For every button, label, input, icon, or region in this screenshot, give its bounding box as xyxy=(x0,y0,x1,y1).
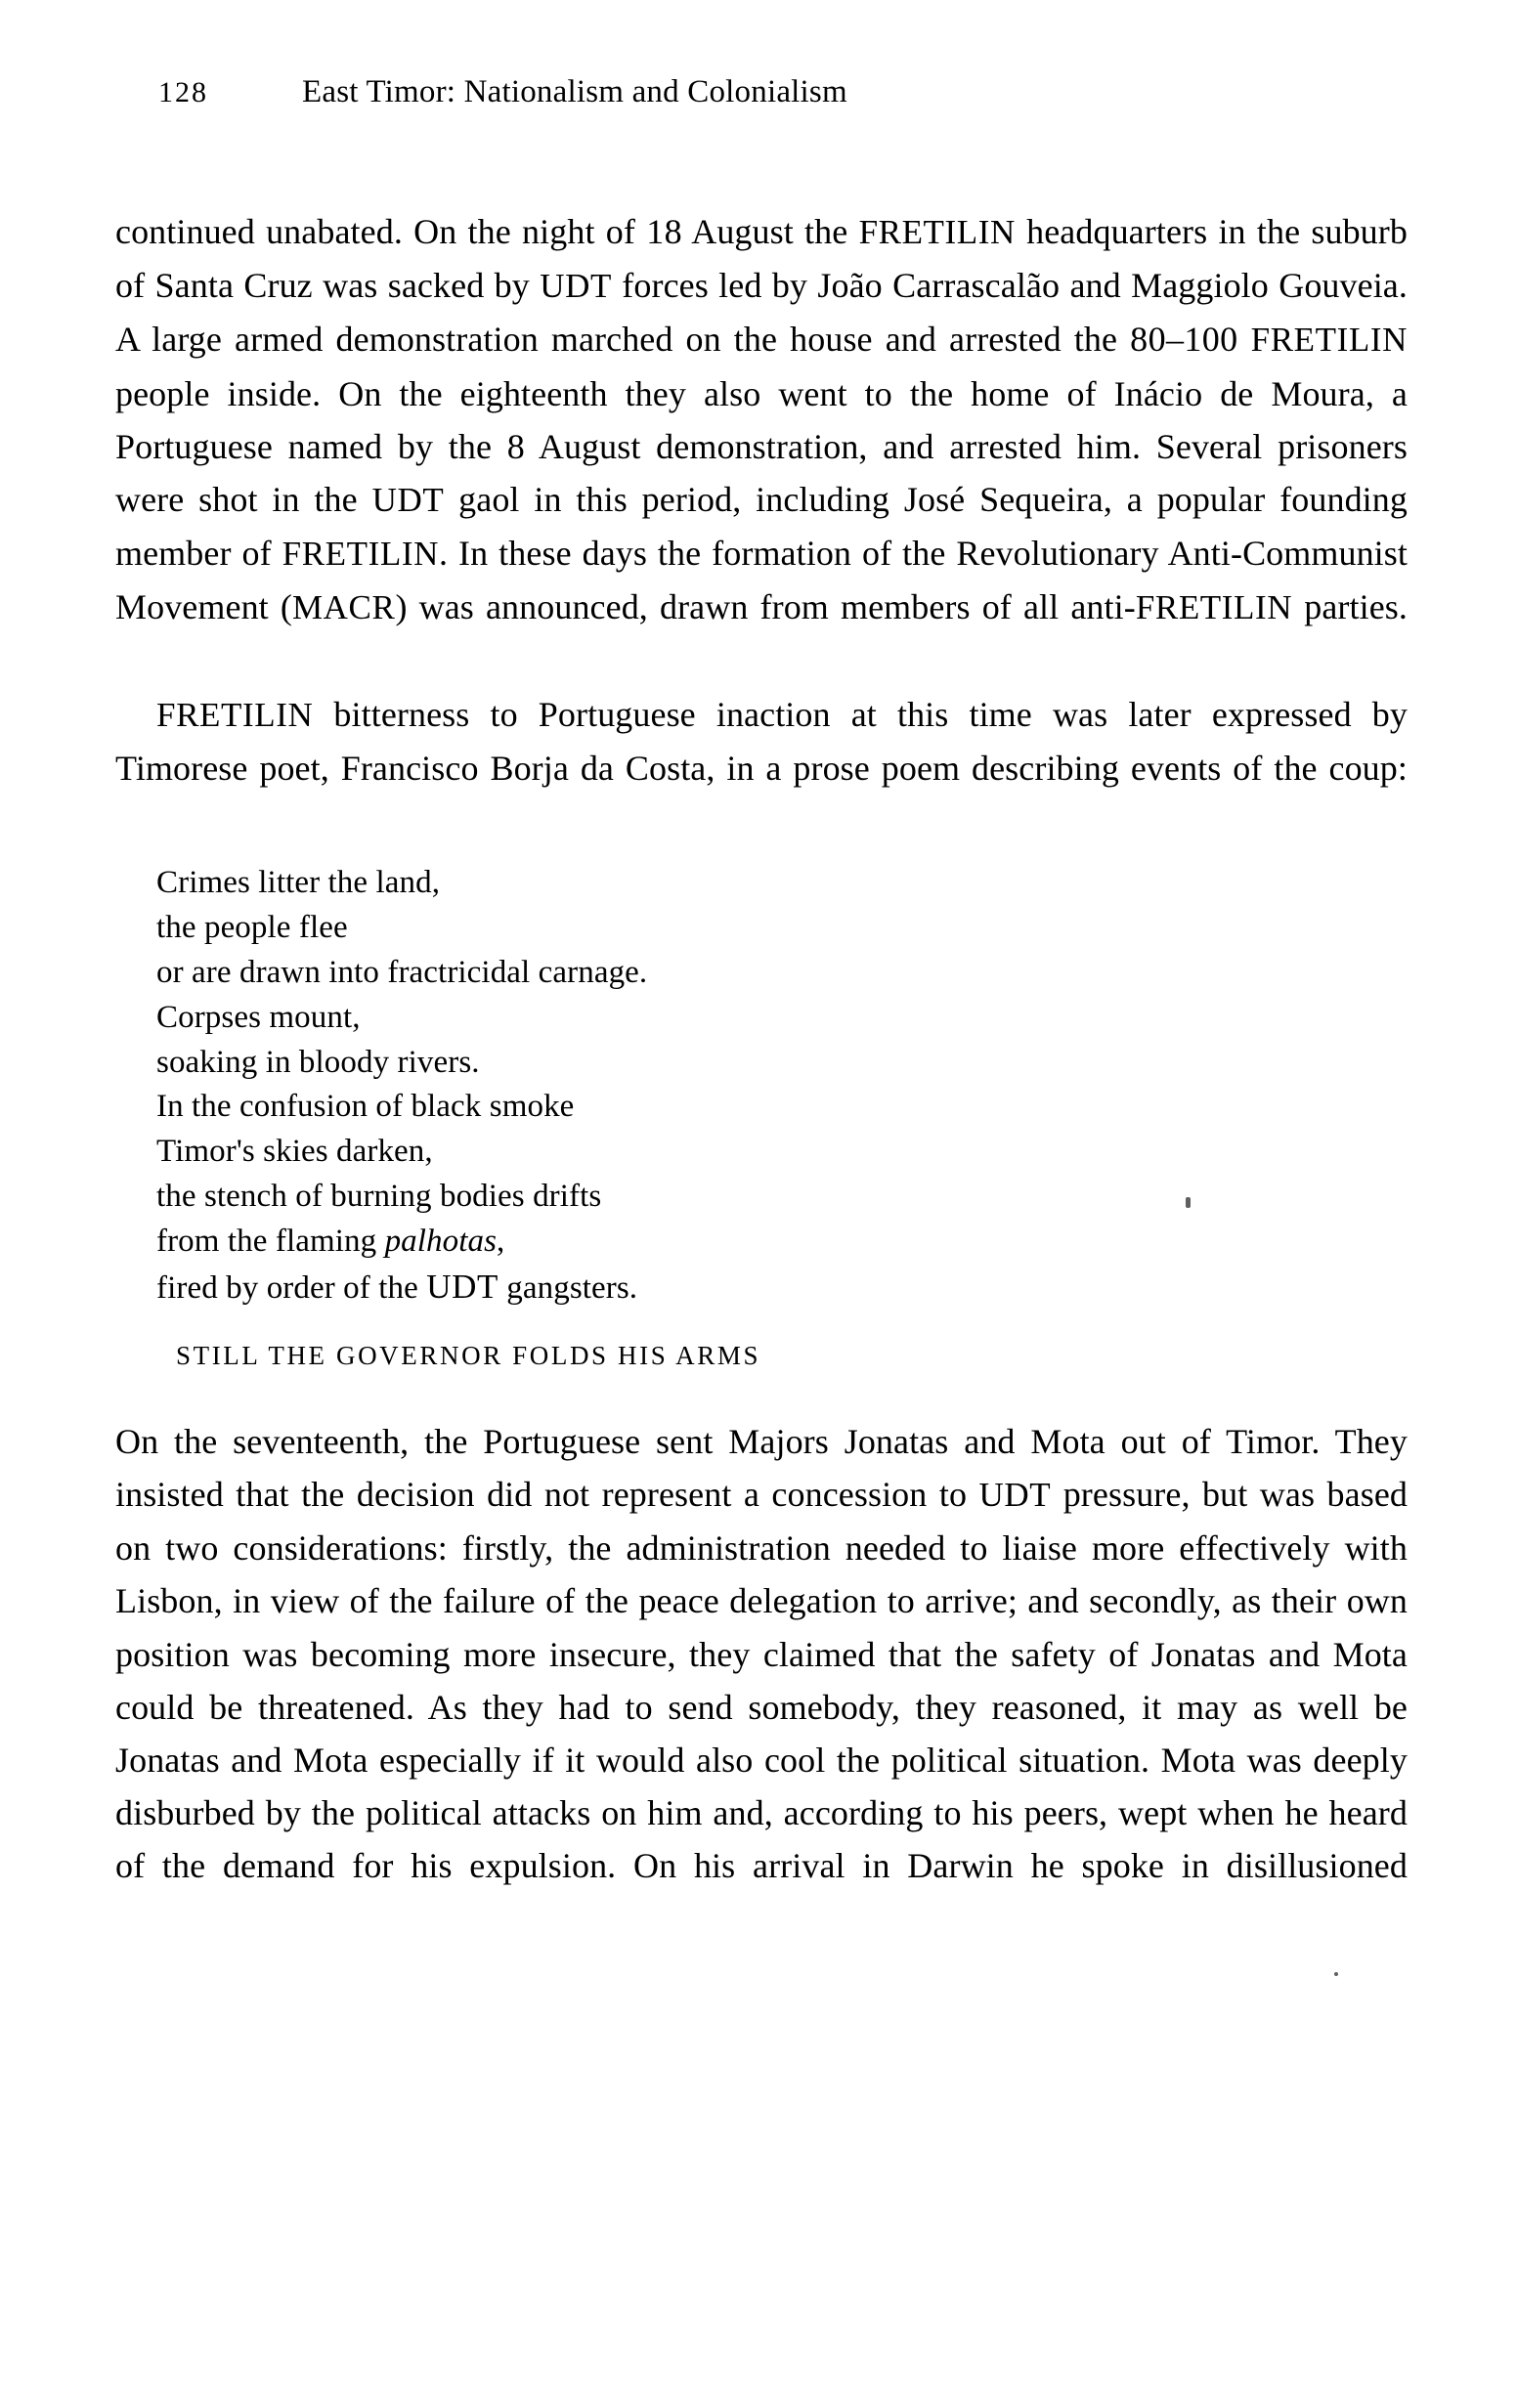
poem-line-text: Timor's skies darken, xyxy=(156,1134,433,1170)
poem-line-text: Corpses mount, xyxy=(156,999,361,1035)
poem-block xyxy=(115,861,1408,1311)
paragraph-3 xyxy=(115,1415,1408,1946)
p1-seg2: August the xyxy=(682,212,859,251)
poem-line-text: the people flee xyxy=(156,910,348,946)
acronym-udt: UDT xyxy=(426,1267,498,1306)
p2-seg1: bitterness to Portuguese inaction at this time was later expressed by Timorese poet, Francisco Borja da Costa, in a prose poem describing events of the coup: xyxy=(115,694,1408,789)
text-column xyxy=(115,205,1408,1946)
p1-seg7: August demonstration, and arrested him. Several prisoners were shot in the xyxy=(115,426,1408,520)
p1-seg8: gaol in this period, including José Sequeira, a popular founding member of xyxy=(115,480,1408,574)
p1-seg11: parties. xyxy=(1292,587,1408,627)
p1-num2: 8 xyxy=(506,426,526,466)
poem-line-text: Crimes litter the land, xyxy=(156,865,441,901)
p1-seg10: ) was announced, drawn from members of all anti- xyxy=(395,587,1136,627)
poem-italic-word: palhotas xyxy=(384,1223,498,1259)
p1-seg6: people inside. On the eighteenth they also went to the home of Inácio de Moura, a Portuguese named by the xyxy=(115,373,1408,466)
poem-line-text: In the confusion of black smoke xyxy=(156,1089,575,1125)
p1-num1: 80–100 xyxy=(1130,320,1238,360)
poem-line xyxy=(156,1130,1408,1175)
paragraph-2 xyxy=(115,688,1408,848)
poem-line-text: the stench of burning bodies drifts xyxy=(156,1179,602,1215)
poem-line-text: from the flaming xyxy=(156,1223,385,1259)
acronym-fretilin: FRETILIN xyxy=(156,695,314,734)
poem-line xyxy=(156,1085,1408,1130)
scan-speck xyxy=(1334,1972,1338,1976)
scan-speck xyxy=(1186,1197,1191,1208)
poem-line xyxy=(156,996,1408,1041)
caps-heading: STILL THE GOVERNOR FOLDS HIS ARMS xyxy=(176,1341,761,1371)
acronym-fretilin: FRETILIN xyxy=(282,535,439,574)
running-title: East Timor: Nationalism and Colonialism xyxy=(302,74,847,109)
poem-line-text: soaking in bloody rivers. xyxy=(156,1044,480,1080)
acronym-fretilin: FRETILIN xyxy=(858,213,1016,251)
p1-seg9: . In these days the formation of the Revolutionary Anti-Communist Movement ( xyxy=(115,534,1408,627)
running-head xyxy=(158,76,1361,119)
paragraph-1 xyxy=(115,205,1408,688)
acronym-macr: MACR xyxy=(291,588,396,627)
poem-line xyxy=(156,1175,1408,1220)
poem-line xyxy=(156,861,1408,906)
poem-line-tail: gangsters. xyxy=(498,1269,638,1306)
p1-seg4: forces led by João Carrascalão and Maggiolo Gouveia. A large armed demonstration marched on the house and arrested the xyxy=(115,266,1408,360)
poem-line xyxy=(156,906,1408,951)
poem-line-tail: , xyxy=(497,1223,505,1259)
p1-seg3: headquarters in the suburb of Santa Cruz was sacked by xyxy=(115,212,1408,306)
p1-seg1: continued unabated. On the night of xyxy=(115,212,647,251)
poem-line-text: fired by order of the xyxy=(156,1269,427,1306)
acronym-udt: UDT xyxy=(540,267,612,306)
page-number: 128 xyxy=(158,76,208,108)
poem-line xyxy=(156,951,1408,996)
spacer xyxy=(115,1372,1408,1415)
poem-line xyxy=(156,1041,1408,1086)
acronym-udt: UDT xyxy=(978,1476,1052,1514)
poem-line xyxy=(156,1220,1408,1265)
acronym-fretilin: FRETILIN xyxy=(1135,588,1293,627)
p1-date1: 18 xyxy=(646,212,682,251)
poem-line xyxy=(156,1265,1408,1312)
acronym-fretilin: FRETILIN xyxy=(1250,321,1408,360)
p1-seg5 xyxy=(1238,320,1251,359)
acronym-udt: UDT xyxy=(371,481,445,520)
poem-line-text: or are drawn into fractricidal carnage. xyxy=(156,955,648,991)
p3-seg2: pressure, but was based on two considerations: firstly, the administration needed to liaise more effectively with Lisbon, in view of the failure of the peace delegation to arrive; and secondly, as their own position was becoming more insecure, they claimed that the safety of Jonatas and Mota could be threatened. As they had to send somebody, they reasoned, it may as well be Jonatas and Mota especially if it would also cool the political situation. Mota was deeply disburbed by the political attacks on him and, according to his peers, wept when he heard of the demand for his expulsion. On his arrival in Darwin he spoke in disillusioned xyxy=(115,1475,1408,1886)
p3-seg1: On the seventeenth, the Portuguese sent Majors Jonatas and Mota out of Timor. They insisted that the decision did not represent a concession to xyxy=(115,1421,1408,1514)
